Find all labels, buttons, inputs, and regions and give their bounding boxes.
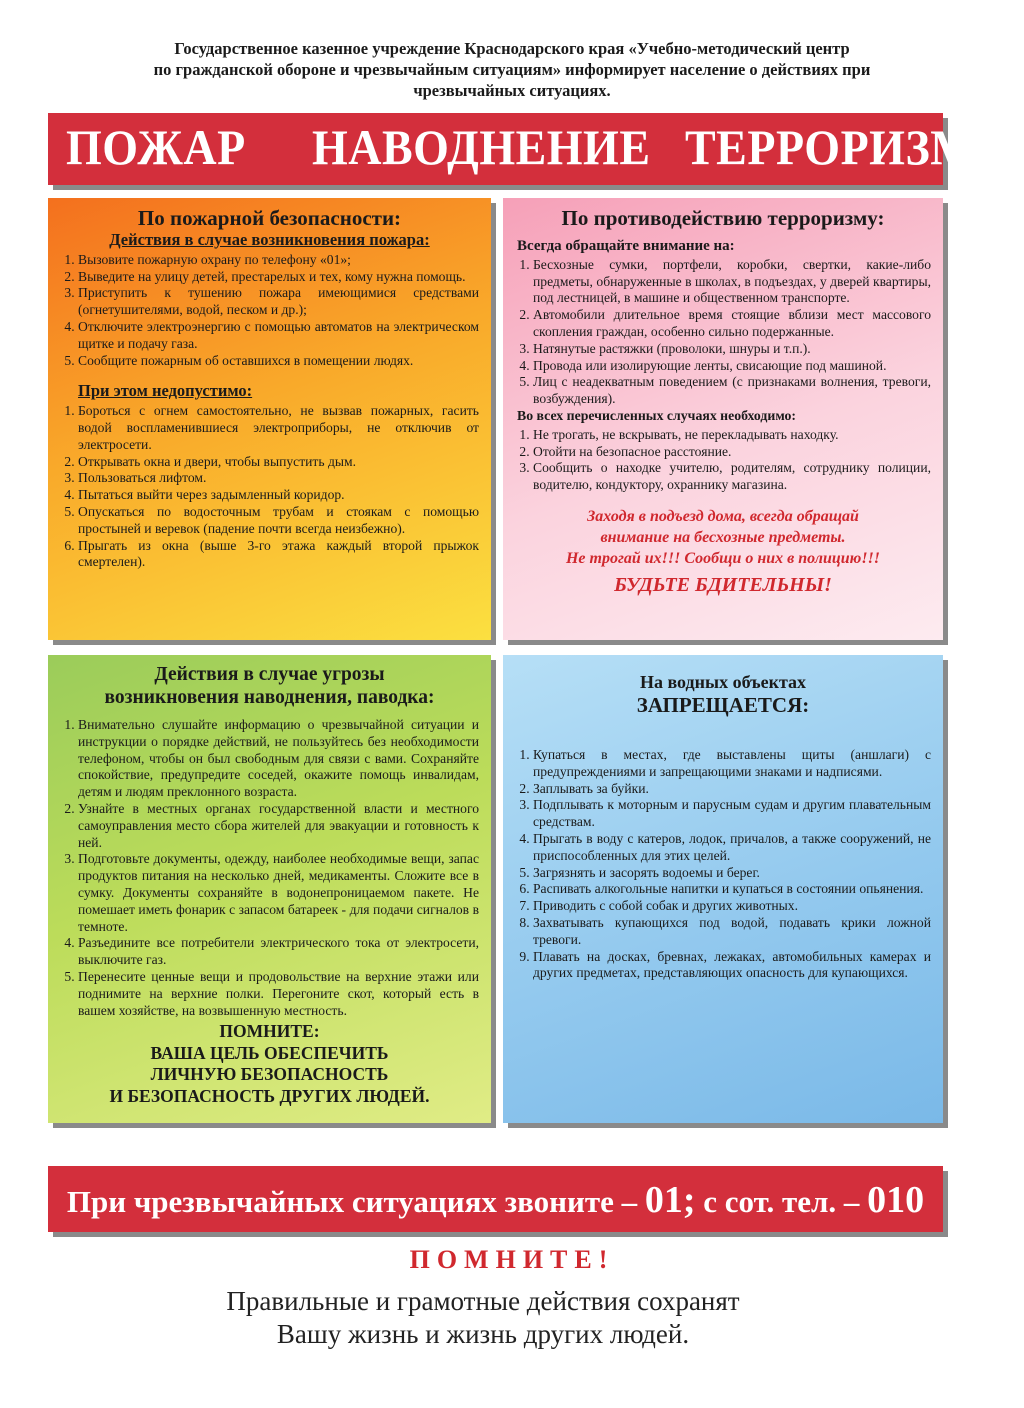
flood-panel — [48, 655, 491, 1123]
terror-warning-3: Не трогай их!!! Сообщи о них в полицию!!! — [565, 549, 881, 567]
list-item: 4. Провода или изолирующие ленты, свисающие под машиной. — [533, 358, 931, 375]
emergency-phone-text — [48, 1178, 943, 1222]
terror-warning-1: Заходя в подъезд дома, всегда обращай — [587, 507, 859, 525]
list-item: 5. Сообщите пожарным об оставшихся в помещении людях. — [78, 353, 479, 370]
flood-title-line-2: возникновения наводнения, паводка: — [104, 687, 435, 708]
list-item: 4. Пытаться выйти через задымленный коридор. — [78, 487, 479, 504]
list-item: 2. Выведите на улицу детей, престарелых и тех, кому нужна помощь. — [78, 269, 479, 286]
list-item: 2. Автомобили длительное время стоящие вблизи мест массового скопления граждан, особенно сильно подержанные. — [533, 307, 931, 341]
fire-safety-panel — [48, 198, 491, 640]
terror-attention-list — [515, 257, 931, 408]
emergency-number-01: 01; — [644, 1179, 696, 1221]
list-item: 3. Приступить к тушению пожара имеющимися средствами (огнетушителями, водой, песком и др.); — [78, 285, 479, 319]
header-line-2: по гражданской обороне и чрезвычайным ситуациям» информирует население о действиях при — [153, 60, 871, 79]
list-item: 1. Внимательно слушайте информацию о чрезвычайной ситуации и инструкции о порядке действий, не пользуйтесь без необходимости телефоном, чтобы он был свободным для связи с вами. Сохраняйте спокойствие, предупредите соседей, окажите помощь инвалидам, детям и людям преклонного возраста. — [78, 717, 479, 801]
fire-subtitle: Действия в случае возникновения пожара: — [109, 230, 430, 249]
emergency-number-010: 010 — [867, 1179, 925, 1221]
water-safety-panel — [503, 655, 943, 1123]
list-item: 3. Пользоваться лифтом. — [78, 470, 479, 487]
list-item: 5. Загрязнять и засорять водоемы и берег. — [533, 865, 931, 882]
list-item: 1. Не трогать, не вскрывать, не перекладывать находку. — [533, 427, 931, 444]
footer-line-2: Вашу жизнь и жизнь других людей. — [276, 1319, 690, 1349]
list-item: 3. Подготовьте документы, одежду, наиболее необходимые вещи, запас продуктов питания на несколько дней, медикаменты. Сложите все в сумку. Документы сохраняйте в водонепроницаемом пакете. Не помешает иметь фонарик с запасом батареек - для подачи сигналов в темноте. — [78, 851, 479, 935]
list-item: 7. Приводить с собой собак и других животных. — [533, 898, 931, 915]
list-item: 6. Распивать алкогольные напитки и купаться в состоянии опьянения. — [533, 881, 931, 898]
list-item: 3. Натянутые растяжки (проволоки, шнуры и т.п.). — [533, 341, 931, 358]
list-item: 1. Бесхозные сумки, портфели, коробки, свертки, какие-либо предметы, обнаруженные в школах, в подъездах, у дверей квартиры, под лестницей, в машине и общественном транспорте. — [533, 257, 931, 307]
footer-line-1: Правильные и грамотные действия сохранят — [226, 1286, 740, 1316]
terror-lead: Всегда обращайте внимание на: — [517, 238, 735, 254]
emergency-text-2: с сот. тел. – — [695, 1184, 868, 1219]
list-item: 1. Купаться в местах, где выставлены щиты (аншлаги) с предупреждениями и запрещающими знаками и надписями. — [533, 747, 931, 781]
flood-title-line-1: Действия в случае угрозы — [154, 664, 385, 685]
terror-title: По противодействию терроризму: — [561, 206, 885, 230]
list-item: 2. Узнайте в местных органах государственной власти и местного самоуправления место сбора жителей для эвакуации и готовность к ней. — [78, 801, 479, 851]
water-title — [515, 671, 931, 717]
terror-lead-2: Во всех перечисленных случаях необходимо: — [517, 407, 797, 423]
footer-remember: ПОМНИТЕ! — [409, 1245, 615, 1274]
anti-terrorism-panel — [503, 198, 943, 640]
fire-actions-list — [60, 252, 479, 370]
flood-title — [60, 663, 479, 709]
flood-remember — [60, 1021, 479, 1107]
header-line-1: Государственное казенное учреждение Краснодарского края «Учебно-методический центр — [174, 39, 850, 58]
emergency-text-1: При чрезвычайных ситуациях звоните – — [66, 1184, 645, 1219]
list-item: 4. Разъедините все потребители электрического тока от электросети, выключите газ. — [78, 935, 479, 969]
list-item: 2. Отойти на безопасное расстояние. — [533, 444, 931, 461]
list-item: 3. Подплывать к моторным и парусным судам и другим плавательным средствам. — [533, 797, 931, 831]
list-item: 2. Заплывать за буйки. — [533, 781, 931, 798]
emergency-phone-banner — [48, 1166, 943, 1232]
list-item: 2. Открывать окна и двери, чтобы выпустить дым. — [78, 454, 479, 471]
terror-necessary-list — [515, 427, 931, 494]
flood-remember-1: ПОМНИТЕ: — [219, 1021, 320, 1042]
list-item: 1. Бороться с огнем самостоятельно, не вызвав пожарных, гасить водой воспламенившиеся электроприборы, не отключив от электросети. — [78, 403, 479, 453]
list-item: 1. Вызовите пожарную охрану по телефону «01»; — [78, 252, 479, 269]
list-item: 3. Сообщить о находке учителю, родителям, сотруднику полиции, водителю, кондуктору, охраннику магазина. — [533, 460, 931, 494]
banner-word-flood: НАВОДНЕНИЕ — [312, 119, 651, 176]
flood-remember-2: ВАША ЦЕЛЬ ОБЕСПЕЧИТЬ — [150, 1042, 389, 1063]
list-item: 4. Отключите электроэнергию с помощью автоматов на электрическом щитке и подачу газа. — [78, 319, 479, 353]
terror-be-vigilant: БУДЬТЕ БДИТЕЛЬНЫ! — [614, 573, 832, 596]
list-item: 5. Лиц с неадекватным поведением (с признаками волнения, тревоги, возбуждения). — [533, 374, 931, 408]
banner-word-fire: ПОЖАР — [66, 119, 246, 176]
header — [40, 38, 984, 101]
footer-closing — [0, 1285, 966, 1351]
header-line-3: чрезвычайных ситуациях. — [413, 81, 611, 100]
terror-warning-2: внимание на бесхозные предметы. — [600, 528, 846, 546]
water-prohibited-list — [515, 747, 931, 982]
flood-actions-list — [60, 717, 479, 1019]
list-item: 6. Прыгать из окна (выше 3-го этажа каждый второй прыжок смертелен). — [78, 538, 479, 572]
flood-remember-4: И БЕЗОПАСНОСТЬ ДРУГИХ ЛЮДЕЙ. — [109, 1085, 430, 1106]
list-item: 5. Опускаться по водосточным трубам и стоякам с помощью простыней и веревок (падение почти всегда неизбежно). — [78, 504, 479, 538]
list-item: 9. Плавать на досках, бревнах, лежаках, автомобильных камерах и других предметах, представляющих опасность для купающихся. — [533, 949, 931, 983]
fire-title: По пожарной безопасности: — [137, 206, 402, 230]
list-item: 8. Захватывать купающихся под водой, подавать крики ложной тревоги. — [533, 915, 931, 949]
list-item: 5. Перенесите ценные вещи и продовольствие на верхние этажи или поднимите на верхние полки. Перегоните скот, который есть в вашем хозяйстве, на возвышенную местность. — [78, 969, 479, 1019]
flood-remember-3: ЛИЧНУЮ БЕЗОПАСНОСТЬ — [150, 1064, 389, 1085]
banner-word-terrorism: ТЕРРОРИЗМ — [685, 119, 975, 176]
water-title-line-1: На водных объектах — [639, 672, 807, 692]
top-banner — [48, 113, 975, 185]
water-title-line-2: ЗАПРЕЩАЕТСЯ: — [636, 693, 810, 717]
fire-forbidden-subtitle: При этом недопустимо: — [78, 381, 253, 401]
fire-forbidden-list — [60, 403, 479, 571]
list-item: 4. Прыгать в воду с катеров, лодок, причалов, а также сооружений, не приспособленных для этих целей. — [533, 831, 931, 865]
